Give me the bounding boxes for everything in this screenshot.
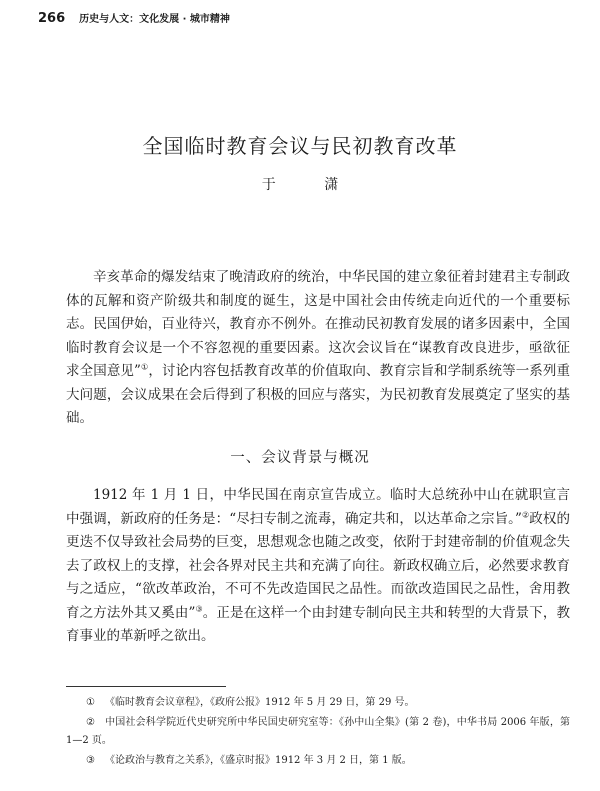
footnote (66, 694, 570, 712)
page-header (38, 10, 230, 30)
section-heading: 一、会议背景与概况 (230, 450, 370, 466)
section-text-1: 1912 年 1 月 1 日，中华民国在南京宣告成立。临时大总统孙中山在就职宣言中强调，新政府的任务是：“尽扫专制之流毒，确定共和，以达革命之宗旨。” (66, 487, 570, 527)
article-title: 全国临时教育会议与民初教育改革 (142, 134, 458, 158)
footnote-mark: ③ (86, 755, 95, 766)
footnote-ref-1[interactable]: ① (140, 362, 149, 372)
footnote-mark: ① (86, 697, 95, 708)
footnote-text: 《论政治与教育之关系》，《盛京时报》1912 年 3 月 2 日，第 1 版。 (104, 755, 412, 766)
intro-text: 辛亥革命的爆发结束了晚清政府的统治，中华民国的建立象征着封建君主专制政体的瓦解和资产阶级共和制度的诞生，这是中国社会由传统走向近代的一个重要标志。民国伊始，百业待兴，教育亦不例外。在推动民初教育发展的诸多因素中，全国临时教育会议是一个不容忽视的重要因素。这次会议旨在“谋教育改良进步，亟欲征求全国意见” (66, 269, 570, 379)
section-paragraph (66, 484, 570, 649)
footnote (66, 714, 570, 750)
footnote-mark: ② (86, 717, 96, 728)
footnote-ref-3[interactable]: ③ (195, 604, 203, 613)
section-text-3: 。正是在这样一个由封建专制向民主共和转型的大背景下，教育事业的革新呼之欲出。 (66, 604, 571, 644)
footnotes (66, 694, 570, 772)
intro-text-cont: ，讨论内容包括教育改革的价值取向、教育宗旨和学制系统等一系列重大问题，会议成果在会后得到了积极的回应与落实，为民初教育发展奠定了坚实的基础。 (66, 363, 571, 426)
footnote-divider (66, 686, 226, 687)
intro-paragraph (66, 266, 570, 431)
article-author: 于 潇 (261, 177, 361, 193)
footnote-text: 《临时教育会议章程》，《政府公报》1912 年 5 月 29 日，第 29 号。 (104, 697, 415, 708)
section-text-2: 政权的更迭不仅导致社会局势的巨变，思想观念也随之改变，依附于封建帝制的价值观念失去了政权上的支撑，社会各界对民主共和充满了向往。新政权确立后，必然要求教育与之适应，“欲改革政治，不可不先改造国民之品性。而欲改造国民之品性，舍用教育之方法外其又奚由” (66, 510, 570, 621)
page-number: 266 (38, 11, 66, 26)
running-head: 历史与人文：文化发展 · 城市精神 (79, 14, 230, 25)
footnote-text: 中国社会科学院近代史研究所中华民国史研究室等：《孙中山全集》(第 2 卷)，中华书局 2006 年版，第 1—2 页。 (66, 717, 570, 746)
footnote (66, 752, 570, 770)
footnote-ref-2[interactable]: ② (521, 510, 530, 519)
